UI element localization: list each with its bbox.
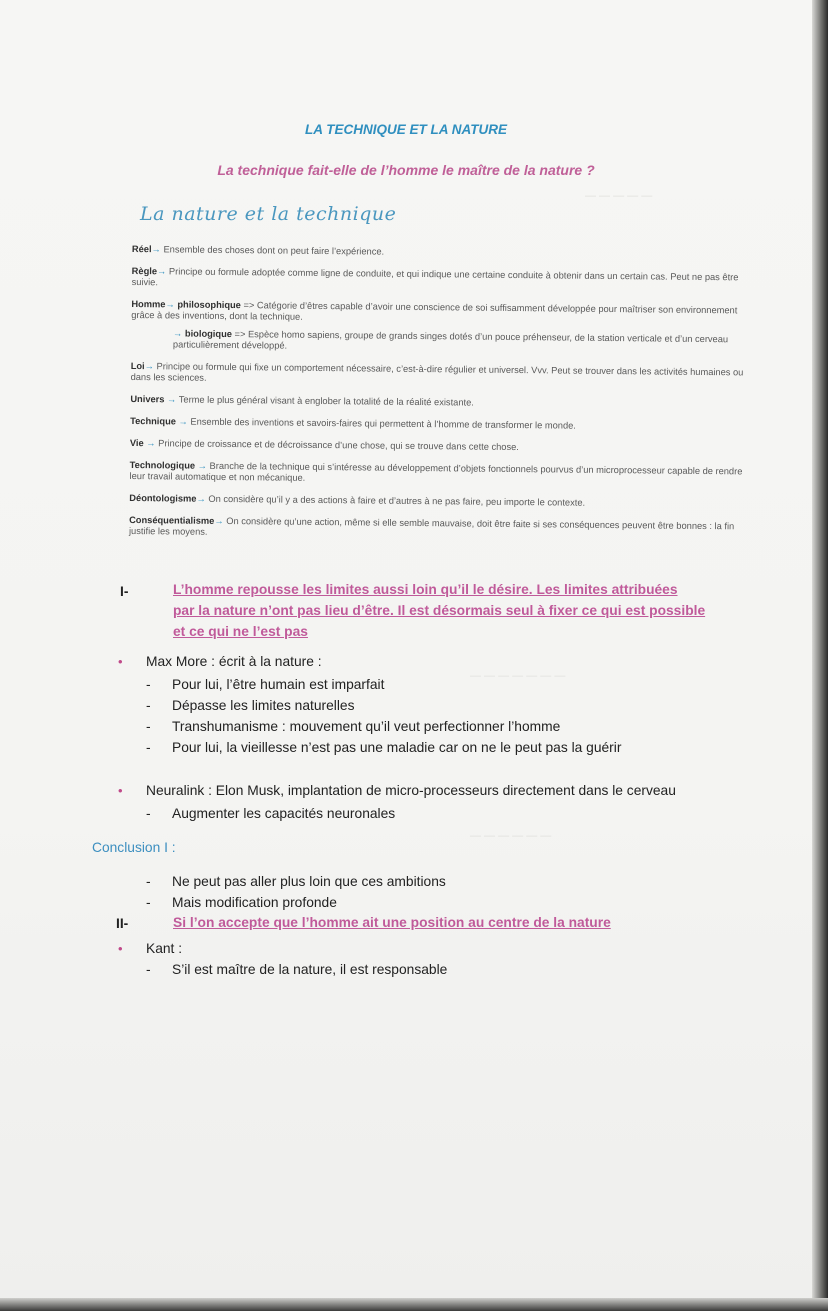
glossary-entry-technologique: Technologique → Branche de la technique qui s’intéresse au développement d’objets fonctionnels pourvus d’un microprocesseur capable de rendre leur travail automatique et non mécanique. — [129, 459, 743, 483]
list-item: Transhumanisme : mouvement qu’il veut perfectionner l’homme — [172, 719, 561, 734]
glossary — [129, 244, 752, 554]
list-item: Pour lui, l’être humain est imparfait — [172, 677, 385, 692]
list-item: Augmenter les capacités neuronales — [172, 806, 396, 821]
bullet-icon: • — [118, 654, 123, 669]
section-heading-line: Si l’on accepte que l’homme ait une position au centre de la nature — [173, 915, 611, 930]
glossary-entry-vie: Vie → Principe de croissance et de décroissance d’une chose, qui se trouve dans cette chose. — [129, 437, 519, 453]
glossary-entry-regle: Règle→ Principe ou formule adoptée comme ligne de conduite, et qui indique une certaine conduite à obtenir dans un certain cas. Peut ne pas être suivie. — [131, 265, 739, 288]
list-item: Kant : — [146, 941, 183, 956]
page-title: LA TECHNIQUE ET LA NATURE — [305, 122, 507, 137]
section-heading-line: par la nature n’ont pas lieu d’être. Il est désormais seul à fixer ce qui est possible — [173, 603, 706, 618]
list-item: S’il est maître de la nature, il est responsable — [172, 962, 448, 977]
conclusion-label: Conclusion I : — [92, 840, 176, 855]
glossary-entry-univers: Univers → Terme le plus général visant à englober la totalité de la réalité existante. — [130, 393, 474, 408]
arrow-icon: → — [196, 493, 206, 504]
glossary-entry-reel: Réel→ Ensemble des choses dont on peut faire l’expérience. — [131, 244, 385, 257]
list-item: Ne peut pas aller plus loin que ces ambitions — [172, 874, 446, 889]
page-edge-shadow — [812, 0, 828, 1311]
arrow-icon: → — [173, 328, 183, 339]
arrow-icon: → — [214, 515, 224, 526]
arrow-icon: → — [167, 394, 177, 405]
list-item: Dépasse les limites naturelles — [172, 698, 355, 713]
arrow-icon: → — [197, 460, 208, 471]
list-item: Max More : écrit à la nature : — [146, 654, 322, 669]
page-subtitle: La technique fait-elle de l’homme le maître de la nature ? — [217, 162, 595, 178]
bullet-icon: • — [118, 941, 123, 956]
section-numeral: II- — [116, 916, 129, 931]
glossary-entry-deontologisme: Déontologisme→ On considère qu’il y a des actions à faire et d’autres à ne pas faire, peu importe le contexte. — [129, 492, 586, 508]
glossary-entry-consequentialisme: Conséquentialisme→ On considère qu’une action, même si elle semble mauvaise, doit être faite si ses conséquences peuvent être bonnes : la fin justifie les moyens. — [128, 514, 735, 537]
page-bottom-shadow — [0, 1298, 828, 1311]
section-heading-line: L’homme repousse les limites aussi loin qu’il le désire. Les limites attribuées — [173, 582, 678, 597]
bleed-through-text: — — — — — — — [470, 830, 552, 842]
section-numeral: I- — [120, 584, 129, 599]
bullet-icon: • — [118, 783, 123, 798]
dash-icon: - — [146, 806, 151, 821]
glossary-entry-homme: Homme→ philosophique => Catégorie d’êtres capable d’avoir une conscience de soi suffisamment développée pour maîtriser son environnement grâce à des inventions, dont la technique. — [131, 298, 738, 322]
dash-icon: - — [146, 740, 151, 755]
dash-icon: - — [146, 962, 151, 977]
arrow-icon: → — [178, 416, 188, 427]
section-heading: La nature et la technique — [140, 203, 397, 225]
list-item: Pour lui, la vieillesse n’est pas une maladie car on ne le peut pas la guérir — [172, 740, 622, 755]
dash-icon: - — [146, 719, 151, 734]
dash-icon: - — [146, 698, 151, 713]
dash-icon: - — [146, 895, 151, 910]
arrow-icon: → — [151, 244, 161, 255]
glossary-entry-loi: Loi→ Principe ou formule qui fixe un comportement nécessaire, c’est-à-dire régulier et universel. Vvv. Peut se trouver dans les activités humaines ou dans les sciences. — [130, 360, 744, 383]
bleed-through-text: — — — — — — [585, 190, 653, 202]
arrow-icon: → — [144, 361, 155, 372]
list-item: Mais modification profonde — [172, 895, 337, 910]
arrow-icon: → — [156, 266, 167, 277]
section-heading-line: et ce qui ne l’est pas — [173, 624, 308, 639]
dash-icon: - — [146, 677, 151, 692]
dash-icon: - — [146, 874, 151, 889]
glossary-entry-homme-bio: → biologique => Espèce homo sapiens, groupe de grands singes dotés d’un pouce préhenseur, de la station verticale et d’un cerveau particulièrement développé. — [172, 328, 729, 351]
arrow-icon: → — [146, 438, 156, 449]
glossary-entry-technique: Technique → Ensemble des inventions et savoirs-faires qui permettent à l’homme de transformer le monde. — [130, 415, 576, 431]
list-item: Neuralink : Elon Musk, implantation de micro-processeurs directement dans le cerveau — [146, 783, 676, 798]
bleed-through-text: — — — — — — — — [470, 670, 566, 682]
arrow-icon: → — [165, 299, 175, 310]
